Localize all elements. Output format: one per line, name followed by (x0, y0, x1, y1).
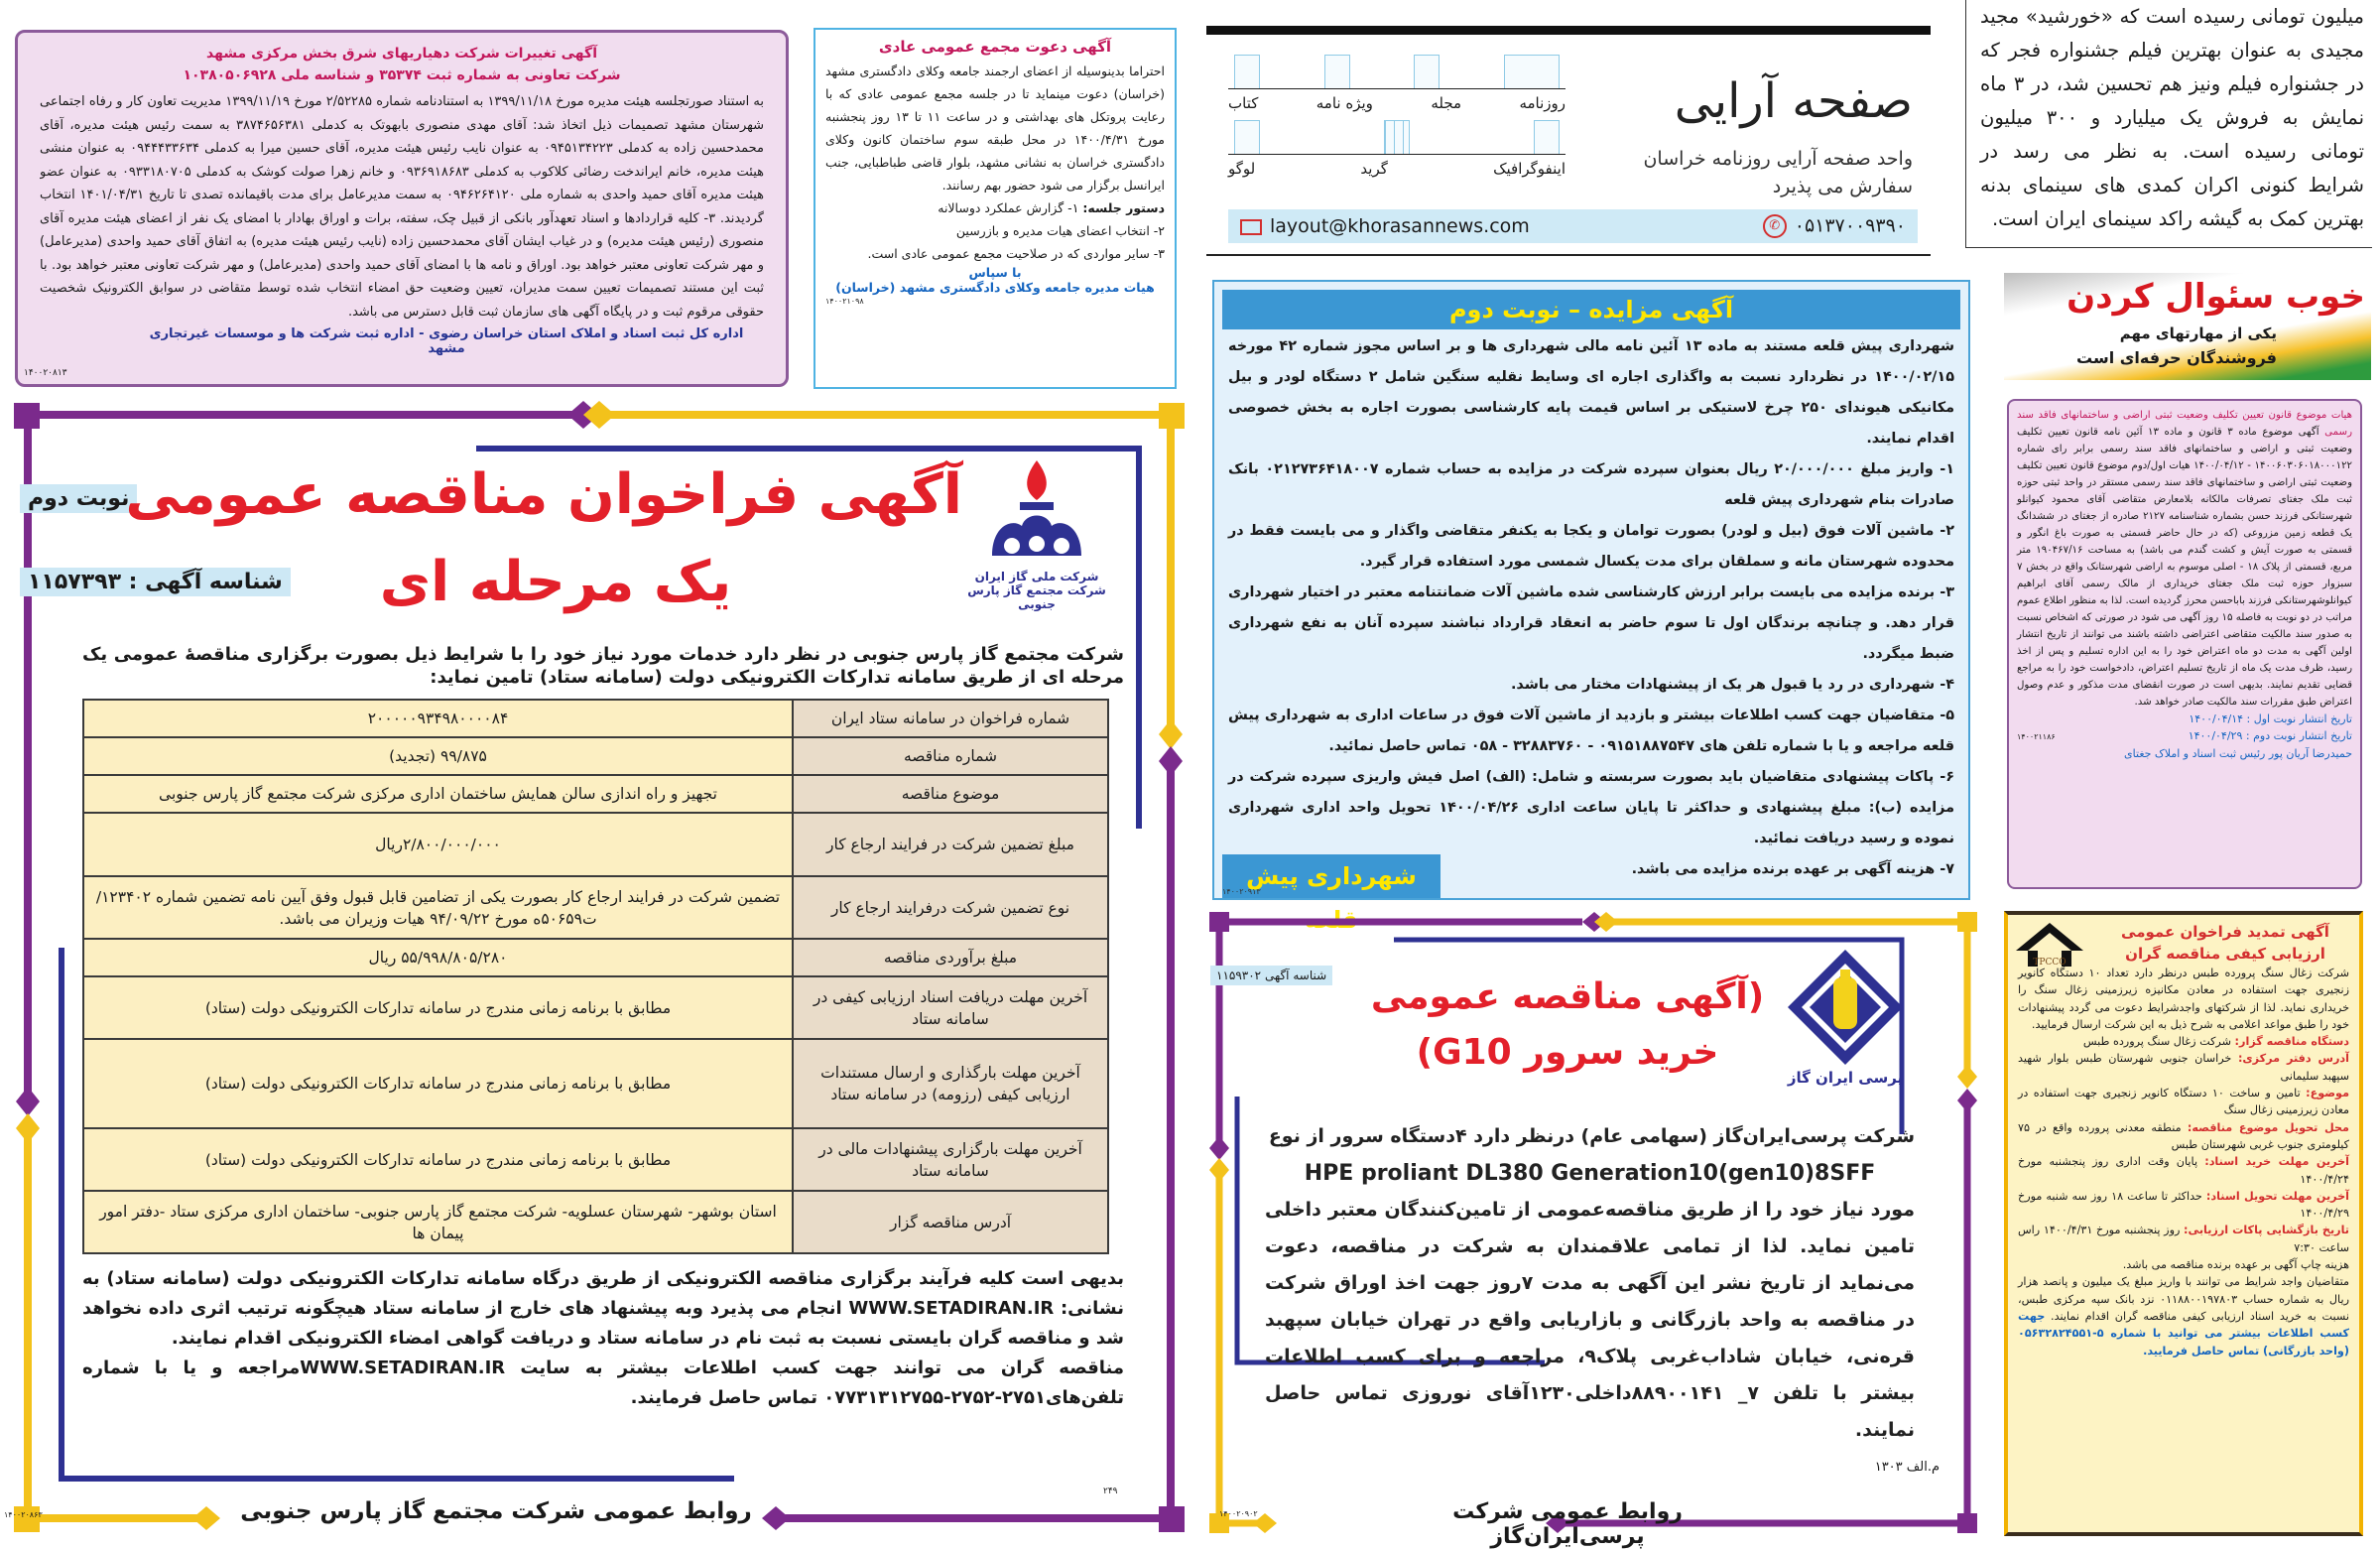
agenda-item: ۳- سایر مواردی که در صلاحیت مجمع عمومی عادی است. (867, 246, 1165, 261)
ad-body (1265, 1118, 1915, 1449)
notice-title: هیات موضوع قانون تعیین تکلیف وضعیت ثبتی اراضی و ساختمانهای فاقد سند رسمی (2017, 410, 2352, 438)
row-label: نوع تضمین شرکت درفرایند ارجاع کار (793, 876, 1108, 939)
field-key: آخرین مهلت خرید اسناد: (2204, 1155, 2349, 1169)
auction-code: ۱۴۰۰۲۰۹۱۳ (1222, 887, 1261, 896)
ad-terms (82, 1264, 1124, 1413)
contact-bar (1228, 209, 1918, 243)
notice-code: ۱۴۰۰۲۱۱۸۶ (2017, 732, 2056, 741)
auction-paragraph: شهرداری پیش قلعه مستند به ماده ۱۳ آئین نامه مالی شهرداری ها و بر اساس مجوز شماره ۴۲ مورخه ۱۴۰۰/۰۲/۱۵ در نظردارد نسبت به واگذاری اجاره ای وسایط نقلیه سنگین شامل ۲ دستگاه لودر و بیل مکانیکی هیوندای ۲۵۰ چرخ لاستیکی بر اساس قیمت پایه کارشناسی بصورت اجاره به بخش خصوصی اقدام نمایند. (1228, 338, 1955, 447)
newspaper-icon (1504, 55, 1560, 88)
ad-title: ارزیابی کیفی مناقصه گران (2125, 945, 2325, 963)
ad-title (1354, 969, 1781, 1081)
service-label: روزنامه (1519, 94, 1566, 112)
row-label: آخرین مهلت بارگذاری و ارسال مستندات ارزیابی کیفی (رزومه) در سامانه ستاد (793, 1039, 1108, 1128)
notice-body: به استناد صورتجلسه هیئت مدیره مورخ ۱۳۹۹/۱۱/۱۸ به استنادنامه شماره ۲/۵۲۲۸۵ مورخ ۱۳۹۹/۱۱/۱۹ مدیریت تعاون کار و رفاه اجتماعی شهرستان مشهد تصمیمات ذیل اتخاذ شد: آقای مهدی منصوری بابهوتک به کدملی ۳۸۷۴۶۵۶۳۸۱ به سمت رئیس هیئت مدیره، آقای محمدحسین زاده به کدملی ۰۹۴۵۱۳۴۲۲۳ به عنوان نایب رئیس هیئت مدیره، آقای حسین میرا به کدملی ۰۹۴۴۴۳۳۶۳۴ به عنوان منشی هیئت مدیره، خانم ایراندخت رضائی کلاکوب به کدملی ۰۹۳۶۹۱۸۶۸۳ و خانم زهرا صولت کوشک به کدملی ۰۹۳۳۱۸۰۷۰۵ به عنوان عضو هیئت مدیره آقای حمید واحدی به شماره ملی ۰۹۴۶۲۶۴۱۲۰ به سمت مدیرعامل برای مدت باقیمانده تصدی تا تاریخ ۱۴۰۱/۰۴/۳۱ انتخاب گردیدند. ۳- کلیه قراردادها و اسناد تعهدآور بانکی از قبیل چک، سفته، برات و اوراق بهادار با امضای یک نفر از اعضای هیئت مدیره آقای منصوری (رئیس هیئت مدیره) و در غیاب ایشان آقای محمدحسین زاده (نایب رئیس هیئت مدیره) به اتفاق آقای حمید واحدی (مدیرعامل) و مهر شرکت تعاونی معتبر خواهد بود. اوراق و نامه ها با امضای آقای حمید واحدی (مدیرعامل) و مهر شرکت تعاونی معتبر خواهد بود. با ثبت این مستند تصمیمات تعیین سمت مدیران، تعیین وضعیت حق امضاء انتخاب شده توسط متقاضی در سوابق الکترونیک شخصیت حقوقی مرقوم ثبت و در پایگاه آگهی های سازمان ثبت قابل دسترس می باشد. (40, 94, 764, 320)
south-pars-tender-ad (0, 397, 1190, 1551)
field-key: دستگاه مناقصه گزار: (2234, 1035, 2349, 1049)
page-code: ۲۴۹ (1103, 1486, 1118, 1496)
logo-caption: شرکت مجتمع گاز پارس جنوبی (967, 583, 1106, 611)
table-row (83, 1191, 1108, 1253)
general-assembly-invitation (814, 28, 1177, 389)
row-label: شماره فراخوان در سامانه ستاد ایران (793, 700, 1108, 737)
auction-paragraph: ۲- ماشین آلات فوق (بیل و لودر) بصورت توامان و یکجا به یکنفر متقاضی واگذار و می بایست فقط در محدوده شهرستان مانه و سملقان برای مدت یکسال شمسی مورد استفاده قرار گیرد. (1228, 523, 1954, 570)
banner-line: یکی از مهارتهای مهم (2119, 324, 2277, 342)
email-link[interactable]: layout@khorasannews.com (1270, 215, 1530, 237)
field-key: آدرس دفتر مرکزی: (2237, 1052, 2349, 1066)
phone-number: ۰۵۱۳۷۰۰۹۳۹۰ (1794, 214, 1906, 237)
agenda-label: دستور جلسه: (1082, 200, 1165, 215)
row-value: تضمین شرکت در فرایند ارجاع کار بصورت یکی از تضامین قابل قبول وفق آیین نامه تضمین شماره ۱۲۳۴۰۲/ت۵۰۶۵۹ه مورخ ۹۴/۰۹/۲۲ هیات وزیران می باشد. (83, 876, 793, 939)
notice-signature: حمیدرضا آریان پور رئیس ثبت اسناد و املاک جغتای (2124, 747, 2352, 760)
land-registration-notice (2007, 399, 2362, 889)
row-label: موضوع مناقصه (793, 775, 1108, 813)
invitation-code: ۱۴۰۰۲۱۰۹۸ (825, 297, 864, 306)
ad-id-badge: شناسه آگهی ۱۱۵۹۳۰۲ (1210, 966, 1332, 985)
payment-note: متقاضیان واجد شرایط می توانند با واریز مبلغ یک میلیون و پانصد هزار ریال به شماره حساب ۰۱۱۸۸۰۰۱۹۷۸۰۳ نزد بانک سپه مرکزی طبس، نسبت به خرید اسناد ارزیابی کیفی مناقصه گران اقدام نمایند. (2018, 1275, 2349, 1323)
row-value: مطابق با برنامه زمانی مندرج در سامانه تدارکات الکترونیکی دولت (ستاد) (83, 1039, 793, 1128)
field-value: پایان وقت اداری روز پنجشنبه مورخ ۱۴۰۰/۴/۲۴ (2018, 1155, 2349, 1186)
persian-gas-tender-ad (1205, 908, 1979, 1551)
ad-footer: روابط عمومی شرکت مجتمع گاز پارس جنوبی (240, 1498, 752, 1524)
field-key: تاریخ بازگشایی پاکات ارزیابی: (2184, 1224, 2349, 1237)
magazine-icon (1414, 55, 1440, 88)
layout-description: واحد صفحه آرایی روزنامه خراسان سفارش می پذیرد (1643, 148, 1913, 197)
table-row (83, 737, 1108, 775)
auction-paragraph: ۷- هزینه آگهی بر عهده برنده مزایده می باشد. (1631, 861, 1954, 877)
row-value: ۹۹/۸۷۵ (تجدید) (83, 737, 793, 775)
auction-paragraph: ۴- شهرداری در رد یا قبول هر یک از پیشنهادات مختار می باشد. (1510, 677, 1954, 693)
logo-caption: شرکت ملی گاز ایران (974, 570, 1099, 583)
layout-service-ad (1206, 26, 1931, 256)
row-value: مطابق با برنامه زمانی مندرج در سامانه تدارکات الکترونیکی دولت (ستاد) (83, 976, 793, 1039)
ad-footer: روابط عمومی شرکت پرسی‌ایران‌گاز (1452, 1499, 1683, 1549)
cost-note: هزینه چاپ آگهی بر عهده برنده مناقصه می باشد. (2122, 1258, 2349, 1272)
logo-icon (1234, 120, 1260, 154)
notice-footer: اداره کل ثبت اسناد و املاک استان خراسان رضوی - اداره ثبت شرکت ها و موسسات غیرتجاری مشهد (149, 326, 744, 356)
table-row (83, 939, 1108, 976)
auction-paragraph: ۵- متقاضیان جهت کسب اطلاعات بیشتر و بازدید از ماشین آلات فوق در ساعات اداری به شهرداری پیش قلعه مراجعه و یا با شماره تلفن های ۰۹۱۵۱۸۸۷۵۴۷ - ۳۲۸۸۳۷۶۰ - ۰۵۸ تماس حاصل نمائید. (1228, 708, 1954, 754)
table-row (83, 876, 1108, 939)
row-value: ۲/۸۰۰/۰۰۰/۰۰۰ریال (83, 813, 793, 876)
invitation-title: آگهی دعوت مجمع عمومی عادی (878, 38, 1112, 56)
field-key: موضوع: (2306, 1087, 2349, 1100)
table-row (83, 813, 1108, 876)
ad-intro: شرکت زغال سنگ پرورده طبس درنظر دارد تعداد ۱۰ دستگاه کانویر زنجیری جهت استفاده در معادن مکانیزه زیرزمینی زغال سنگ را خریداری نماید. لذا از شرکتهای واجدشرایط دعوت می گردد پیشنهادات خود را طبق مواعد اعلامی به شرح ذیل به این شرکت ارسال فرمایید. (2018, 967, 2349, 1031)
divider-bar (1206, 26, 1931, 35)
row-value: تجهیز و راه اندازی سالن همایش ساختمان اداری مرکزی شرکت مجتمع گاز پارس جنوبی (83, 775, 793, 813)
agenda-item: ۱- گزارش عملکرد دوسالانه (938, 200, 1079, 215)
special-issue-icon (1324, 55, 1350, 88)
field-value: منطقه معدنی پرورده واقع در ۷۵ کیلومتری جنوب غربی شهرستان طبس (2018, 1120, 2349, 1151)
row-label: آخرین مهلت بارگزاری پیشنهادات مالی در سامانه ستاد (793, 1128, 1108, 1191)
invitation-body: احتراما بدینوسیله از اعضای ارجمند جامعه وکلای دادگستری مشهد (خراسان) دعوت مینماید تا در جلسه مجمع عمومی عادی که با رعایت پروتکل های بهداشتی و در ساعت ۱۱ تا ۱۳ روز پنجشنبه مورخ ۱۴۰۰/۴/۳۱ در محل طبقه سوم ساختمان کانون وکلای دادگستری خراسان به نشانی مشهد، بلوار قاضی طباطبایی، جنب ایرانسل برگزار می شود حضور بهم رسانند. (825, 64, 1166, 193)
tpcco-logo-icon (2014, 921, 2085, 980)
row-label: مبلغ برآوردی مناقصه (793, 939, 1108, 976)
sales-tip-banner (2004, 273, 2371, 380)
row-value: ۲۰۰۰۰۰۹۳۴۹۸۰۰۰۰۸۴ (83, 700, 793, 737)
municipality-stamp: شهرداری پیش قلعه (1222, 854, 1441, 898)
row-value: استان بوشهر- شهرستان عسلویه- شرکت مجتمع گاز پارس جنوبی- ساختمان اداری مرکزی ستاد -دفتر امور پیمان ها (83, 1191, 793, 1253)
service-label: لوگو (1228, 160, 1256, 178)
table-row (83, 976, 1108, 1039)
row-label: آخرین مهلت دریافت اسناد ارزیابی کیفی در سامانه ستاد (793, 976, 1108, 1039)
ad-title: آگهی تمدید فراخوان عمومی (2121, 923, 2329, 941)
notice-title: آگهی تغییرات شرکت دهیاریهای شرق بخش مرکزی مشهد (205, 46, 597, 62)
field-value: تامین و ساخت ۱۰ دستگاه کانویر زنجیری جهت استفاده در معادن زیرزمینی زغال سنگ (2018, 1087, 2349, 1117)
service-label: کتاب (1228, 94, 1259, 112)
ad-code: ۱۴۰۰۲۰۸۶۳ (4, 1510, 43, 1519)
mail-icon (1240, 219, 1262, 235)
terms-paragraph: بدیهی است کلیه فرآیند برگزاری مناقصه الکترونیکی از طریق درگاه سامانه تدارکات الکترونیکی دولت (سامانه ستاد) به نشانی: WWW.SETADIRAN.IR انجام می پذیرد وبه پیشنهاد های خارج از سامانه ستاد هیچگونه ترتیب اثری داده نخواهد شد و مناقصه گران بایستی نسبت به ثبت نام در سامانه ستاد و دریافت گواهی امضاء الکترونیکی اقدام نمایند. (82, 1268, 1124, 1349)
terms-paragraph: مناقصه گران می توانند جهت کسب اطلاعات بیشتر به سایت WWW.SETADIRAN.IRمراجعه و یا با شماره تلفن‌های۲۷۵۱-۲۷۵۲-۰۷۷۳۱۳۱۲۷۵۵ تماس حاصل فرمایند. (82, 1357, 1124, 1408)
layout-title: صفحه آرایی (1674, 73, 1913, 129)
notice-code: ۱۴۰۰۲۰۸۱۳ (24, 368, 67, 378)
row-value: مطابق با برنامه زمانی مندرج در سامانه تدارکات الکترونیکی دولت (ستاد) (83, 1128, 793, 1191)
article-fragment: میلیون تومانی رسیده است که «خورشید» مجید مجیدی به عنوان بهترین فیلم جشنواره فجر که در جشنواره فیلم ونیز هم تحسین شد، در ۳ ماه نمایش به فروش یک میلیارد و ۳۰۰ میلیون تومانی رسیده است. به نظر می رسد در شرایط کنونی اکران کمدی های سینمای بدنه بهترین کمک به گیشه راکد سینمای ایران است. (1965, 0, 2372, 248)
table-row (83, 775, 1108, 813)
title-line: (آگهی مناقصه عمومی (1370, 976, 1765, 1017)
nigc-logo (967, 456, 1106, 615)
tender-details-table (82, 699, 1109, 1254)
banner-line: فروشندگان حرفه‌ای است (2076, 348, 2277, 367)
logo-text: TPCCO (2033, 958, 2067, 968)
auction-paragraph: ۳- برنده مزایده می بایست برابر ارزش کارشناسی شده ماشین آلات ضمانتنامه معتبر در اختیار شهرداری قرار دهد. و چنانچه برندگان اول تا سوم حاضر به انعقاد قرارداد نباشند سپرده آنان به نفع شهرداری ضبط میگردد. (1228, 584, 1954, 662)
ad-id-badge: شناسه آگهی : ۱۱۵۷۳۹۳ (20, 568, 291, 596)
row-label: مبلغ تضمین شرکت در فرایند ارجاع کار (793, 813, 1108, 876)
server-model: HPE proliant DL380 Generation10(gen10)8SFF (1304, 1161, 1876, 1186)
body-text: شرکت پرسی‌ایران‌گاز (سهامی عام) درنظر دارد ۴دستگاه سرور از نوع (1268, 1125, 1915, 1147)
title-line: یک مرحله ای (379, 550, 732, 614)
signature: هیات مدیره جامعه وکلای دادگستری مشهد (خراسان) (835, 280, 1155, 295)
publish-date-2: تاریخ انتشار نوبت دوم : ۱۴۰۰/۰۴/۲۹ (2188, 729, 2352, 742)
field-value: خراسان جنوبی شهرستان طبس بلوار شهید سپهبد سلیمانی (2018, 1052, 2349, 1083)
ad-title (125, 452, 962, 626)
table-row (83, 1128, 1108, 1191)
svg-text:پرسی ایران گاز: پرسی ایران گاز (1787, 1069, 1904, 1087)
table-row (83, 700, 1108, 737)
auction-ad (1212, 280, 1970, 934)
round-badge: نوبت دوم (20, 484, 137, 513)
auction-paragraph: ۱- واریز مبلغ ۲۰/۰۰۰/۰۰۰ ریال بعنوان سپرده شرکت در مزایده به حساب شماره ۰۲۱۲۷۳۶۴۱۸۰۰۷ بانک صادرات بنام شهرداری پیش قلعه (1228, 461, 1954, 508)
publish-date-1: تاریخ انتشار نوبت اول : ۱۴۰۰/۰۴/۱۴ (2189, 712, 2352, 725)
ad-reference: م.الف ۱۳۰۳ (1874, 1460, 1940, 1475)
thanks: با سپاس (968, 265, 1022, 280)
ad-intro: شرکت مجتمع گاز پارس جنوبی در نظر دارد خدمات مورد نیاز خود را با شرایط ذیل بصورت برگزاری مناقصۀ عمومی یک مرحله ای از طریق سامانه تدارکات الکترونیکی دولت (سامانه ستاد) تامین نماید: (82, 644, 1124, 688)
ad-code: ۱۴۰۰۲۰۹۰۲ (1219, 1509, 1258, 1518)
title-line: خرید سرور G10) (1416, 1032, 1719, 1073)
tender-renewal-ad (2004, 911, 2363, 1536)
gas-flame-logo-icon (982, 456, 1091, 566)
auction-paragraph: ۶- پاکات پیشنهادی متقاضیان باید بصورت سربسته و شامل: (الف) اصل فیش واریزی سپرده شرکت در مزایده (ب): مبلغ پیشنهادی و حداکثر تا پایان ساعت اداری ۱۴۰۰/۰۴/۲۶ تحویل واحد اداری شهرداری نموده و رسید دریافت نمائید. (1228, 769, 1954, 846)
phone-icon: ✆ (1763, 214, 1787, 238)
banner-headline: خوب سئوال کردن (2067, 277, 2365, 317)
service-label: اینفوگرافیک (1493, 160, 1566, 178)
contact-note: جهت کسب اطلاعات بیشتر می توانید با شماره ۵-۰۵۶۳۲۸۲۴۵۵۱ (واحد بازرگانی) تماس حاصل فرمایید. (2018, 1309, 2349, 1357)
infographic-icon (1534, 120, 1560, 154)
body-text: مورد نیاز خود را از طریق مناقصه‌عمومی از تامین‌کنندگان معتبر داخلی تامین نماید. لذا از تمامی علاقمندان به شرکت در مناقصه، دعوت می‌نماید از تاریخ نشر این آگهی به مدت ۷روز جهت اخذ اوراق شرکت در مناقصه به واحد بازرگانی و بازاریابی واقع در تهران خیابان سپهبد قره‌نی، خیابان شاداب‌غربی پلاک۹، مراجعه و برای کسب اطلاعات بیشتر با تلفن ۷_ ۸۸۹۰۰۱۴۱داخلی۱۲۳۰آقای نوروزی تماس حاصل نمایند. (1265, 1199, 1916, 1441)
field-key: آخرین مهلت تحویل اسناد: (2205, 1189, 2349, 1203)
row-value: ۵۵/۹۹۸/۸۰۵/۲۸۰ ریال (83, 939, 793, 976)
row-label: شماره مناقصه (793, 737, 1108, 775)
table-row (83, 1039, 1108, 1128)
row-label: آدرس مناقصه گزار (793, 1191, 1108, 1253)
persian-gas-logo-icon (1786, 948, 1905, 1087)
service-label: گرید (1360, 160, 1388, 178)
service-label: ویژه نامه (1315, 94, 1373, 112)
auction-title: آگهی مزایده – نوبت دوم (1222, 290, 1960, 329)
notice-body: آگهی موضوع ماده ۳ قانون و ماده ۱۳ آئین نامه قانون تعیین تکلیف وضعیت ثبتی و اراضی و ساختمانهای فاقد سند رسمی برابر رای شماره ۱۴۰۰۶۰۳۰۶۰۱۸۰۰۰۱۲۲ - ۱۴۰۰/۰۴/۱۲ هیات اول/دوم موضوع قانون تعیین تکلیف وضعیت ثبتی اراضی و ساختمانهای فاقد سند رسمی مستقر در واحد ثبتی حوزه ثبت ملک جغتای تصرفات مالکانه بلامعارض متقاضی آقای محمود کیوانلو شهرستانکی فرزند حسن بشماره شناسنامه ۲۱۲۷ صادره از جغتای در ششدانگ یک قطعه زمین مزروعی (که در حال حاضر قسمتی به صورت باغ انگور و قسمتی به صورت آیش و کشت گندم می باشد) به مساحت ۱۹۰۴۶۷/۱۶ متر مربع، قسمتی از پلاک ۱۸ - اصلی موسوم به اراضی شهرستانک واقع در بخش ۷ سبزوار حوزه ثبت ملک جغتای خریداری از مالک رسمی آقای ابراهیم کیوانلوشهرستانکی فرزند باباحسن محرز گردیده است. لذا به منظور اطلاع عموم مراتب در دو نوبت به فاصله ۱۵ روز آگهی می شود در صورتی که اشخاص نسبت به صدور سند مالکیت متقاضی اعتراضی داشته باشند می توانند از تاریخ انتشار اولین آگهی به مدت دو ماه اعتراض خود را به این اداره تسلیم و پس از اخذ رسید، ظرف مدت یک ماه از تاریخ تسلیم اعتراض، دادخواست خود را به مراجع قضایی تقدیم نمایند. بدیهی است در صورت انقضای مدت مذکور و عدم وصول اعتراض طبق مقررات سند مالکیت صادر خواهد شد. (2017, 427, 2353, 708)
book-icon (1234, 55, 1260, 88)
notice-subtitle: شرکت تعاونی به شماره ثبت ۳۵۳۷۴ و شناسه ملی ۱۰۳۸۰۵۰۶۹۲۸ (183, 67, 621, 83)
service-label: مجله (1431, 94, 1462, 112)
field-value: حداکثر تا ساعت ۱۸ روز سه شنبه مورخ ۱۴۰۰/۴/۲۹ (2018, 1189, 2349, 1221)
title-line: آگهی فراخوان مناقصه عمومی (125, 462, 962, 527)
agenda-item: ۲- انتخاب اعضای هیات مدیره و بازرسین (955, 223, 1165, 238)
company-changes-notice (15, 30, 789, 387)
field-key: محل تحویل موضوع مناقصه: (2187, 1120, 2349, 1134)
field-value: شرکت زغال سنگ پرورده طبس (2082, 1035, 2231, 1049)
grid-icon (1384, 120, 1410, 154)
field-value: روز پنجشنبه مورخ ۱۴۰۰/۴/۳۱ راس ساعت ۷:۳۰ (2018, 1224, 2349, 1254)
